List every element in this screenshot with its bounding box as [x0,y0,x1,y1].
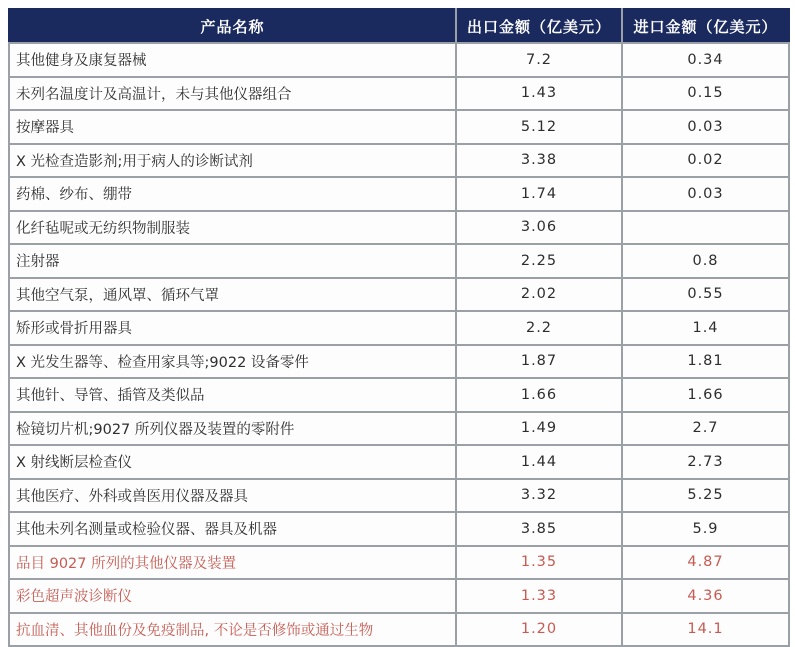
product-name-cell: 检镜切片机;9027 所列仪器及装置的零附件 [9,412,456,446]
table-row [9,43,789,77]
product-name-cell: 化纤毡呢或无纺织物制服装 [9,211,456,245]
product-name-cell: 矫形或骨折用器具 [9,311,456,345]
import-value-cell: 4.87 [622,546,789,580]
product-name-cell: 其他未列名测量或检验仪器、器具及机器 [9,512,456,546]
import-value-cell: 14.1 [622,613,789,647]
import-value-cell [622,211,789,245]
export-value-cell: 2.2 [456,311,622,345]
table-row [9,479,789,513]
import-value-cell: 0.34 [622,43,789,77]
product-name-cell: X 光检查造影剂;用于病人的诊断试剂 [9,144,456,178]
import-value-cell: 5.25 [622,479,789,513]
export-value-cell: 1.66 [456,378,622,412]
product-name-cell: 注射器 [9,244,456,278]
table-row [9,512,789,546]
export-value-cell: 3.38 [456,144,622,178]
product-name-cell: 彩色超声波诊断仪 [9,579,456,613]
table-row [9,278,789,312]
table-row [9,110,789,144]
product-name-cell: 未列名温度计及高温计，未与其他仪器组合 [9,77,456,111]
export-value-cell: 3.32 [456,479,622,513]
product-name-cell: 药棉、纱布、绷带 [9,177,456,211]
product-name-cell: 其他空气泵，通风罩、循环气罩 [9,278,456,312]
export-value-cell: 1.43 [456,77,622,111]
export-value-cell: 1.74 [456,177,622,211]
table-row [9,579,789,613]
import-value-cell: 0.03 [622,177,789,211]
import-value-cell: 1.81 [622,345,789,379]
export-value-cell: 1.20 [456,613,622,647]
import-value-cell: 0.55 [622,278,789,312]
table-row [9,244,789,278]
export-value-cell: 1.35 [456,546,622,580]
import-value-cell: 1.66 [622,378,789,412]
product-name-cell: X 光发生器等、检查用家具等;9022 设备零件 [9,345,456,379]
table-row [9,177,789,211]
product-name-cell: X 射线断层检查仪 [9,445,456,479]
table-row [9,77,789,111]
export-value-cell: 3.06 [456,211,622,245]
table-body [9,43,789,646]
export-value-cell: 2.25 [456,244,622,278]
import-value-cell: 2.7 [622,412,789,446]
table-row [9,412,789,446]
import-value-cell: 0.15 [622,77,789,111]
export-value-cell: 2.02 [456,278,622,312]
table-row [9,311,789,345]
header-row [9,9,789,43]
table-row [9,613,789,647]
import-value-cell: 0.8 [622,244,789,278]
table-row [9,211,789,245]
import-value-cell: 0.02 [622,144,789,178]
import-value-cell: 2.73 [622,445,789,479]
export-value-cell: 7.2 [456,43,622,77]
export-value-cell: 1.44 [456,445,622,479]
import-value-cell: 0.03 [622,110,789,144]
import-value-cell: 1.4 [622,311,789,345]
export-value-cell: 1.33 [456,579,622,613]
import-value-cell: 5.9 [622,512,789,546]
table-row [9,378,789,412]
table-row [9,546,789,580]
product-name-cell: 其他医疗、外科或兽医用仪器及器具 [9,479,456,513]
table-row [9,345,789,379]
product-trade-table [8,8,790,647]
export-value-cell: 1.87 [456,345,622,379]
header-cell-export-amount: 出口金额（亿美元） [456,9,622,43]
export-value-cell: 1.49 [456,412,622,446]
header-cell-product-name: 产品名称 [9,9,456,43]
product-name-cell: 其他健身及康复器械 [9,43,456,77]
import-value-cell: 4.36 [622,579,789,613]
product-name-cell: 按摩器具 [9,110,456,144]
table-row [9,445,789,479]
product-name-cell: 抗血清、其他血份及免疫制品, 不论是否修饰或通过生物 [9,613,456,647]
product-name-cell: 品目 9027 所列的其他仪器及装置 [9,546,456,580]
export-value-cell: 3.85 [456,512,622,546]
table-row [9,144,789,178]
header-cell-import-amount: 进口金额（亿美元） [622,9,789,43]
product-name-cell: 其他针、导管、插管及类似品 [9,378,456,412]
export-value-cell: 5.12 [456,110,622,144]
